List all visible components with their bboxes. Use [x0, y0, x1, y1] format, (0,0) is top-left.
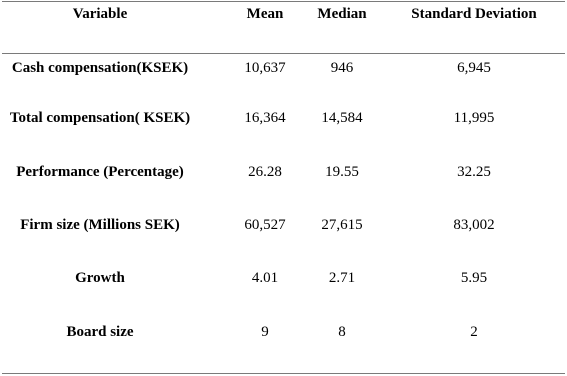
row-standard-deviation: 6,945: [457, 60, 491, 76]
row-median: 946: [330, 60, 354, 76]
table-header-rule: [2, 53, 565, 54]
row-label: Board size: [66, 324, 134, 340]
header-median: Median: [317, 6, 367, 22]
row-median: 14,584: [321, 110, 363, 126]
header-standard-deviation: Standard Deviation: [411, 6, 537, 22]
row-median: 27,615: [321, 217, 363, 233]
header-mean: Mean: [246, 6, 284, 22]
row-label: Growth: [75, 270, 125, 286]
row-median: 8: [338, 324, 346, 340]
table-bottom-rule: [2, 373, 565, 374]
row-standard-deviation: 11,995: [453, 110, 495, 126]
row-standard-deviation: 5.95: [460, 270, 488, 286]
row-mean: 16,364: [244, 110, 286, 126]
row-median: 19.55: [325, 164, 359, 180]
row-mean: 60,527: [244, 217, 286, 233]
row-standard-deviation: 2: [470, 324, 478, 340]
row-median: 2.71: [328, 270, 356, 286]
row-label: Performance (Percentage): [16, 164, 184, 180]
row-standard-deviation: 83,002: [453, 217, 495, 233]
row-label: Firm size (Millions SEK): [20, 217, 180, 233]
row-mean: 9: [261, 324, 269, 340]
row-label: Total compensation( KSEK): [9, 110, 191, 126]
table-top-rule: [2, 1, 565, 2]
row-standard-deviation: 32.25: [457, 164, 491, 180]
row-label: Cash compensation(KSEK): [11, 60, 189, 76]
row-mean: 4.01: [251, 270, 279, 286]
row-mean: 10,637: [244, 60, 286, 76]
row-mean: 26.28: [248, 164, 282, 180]
header-variable: Variable: [72, 6, 128, 22]
